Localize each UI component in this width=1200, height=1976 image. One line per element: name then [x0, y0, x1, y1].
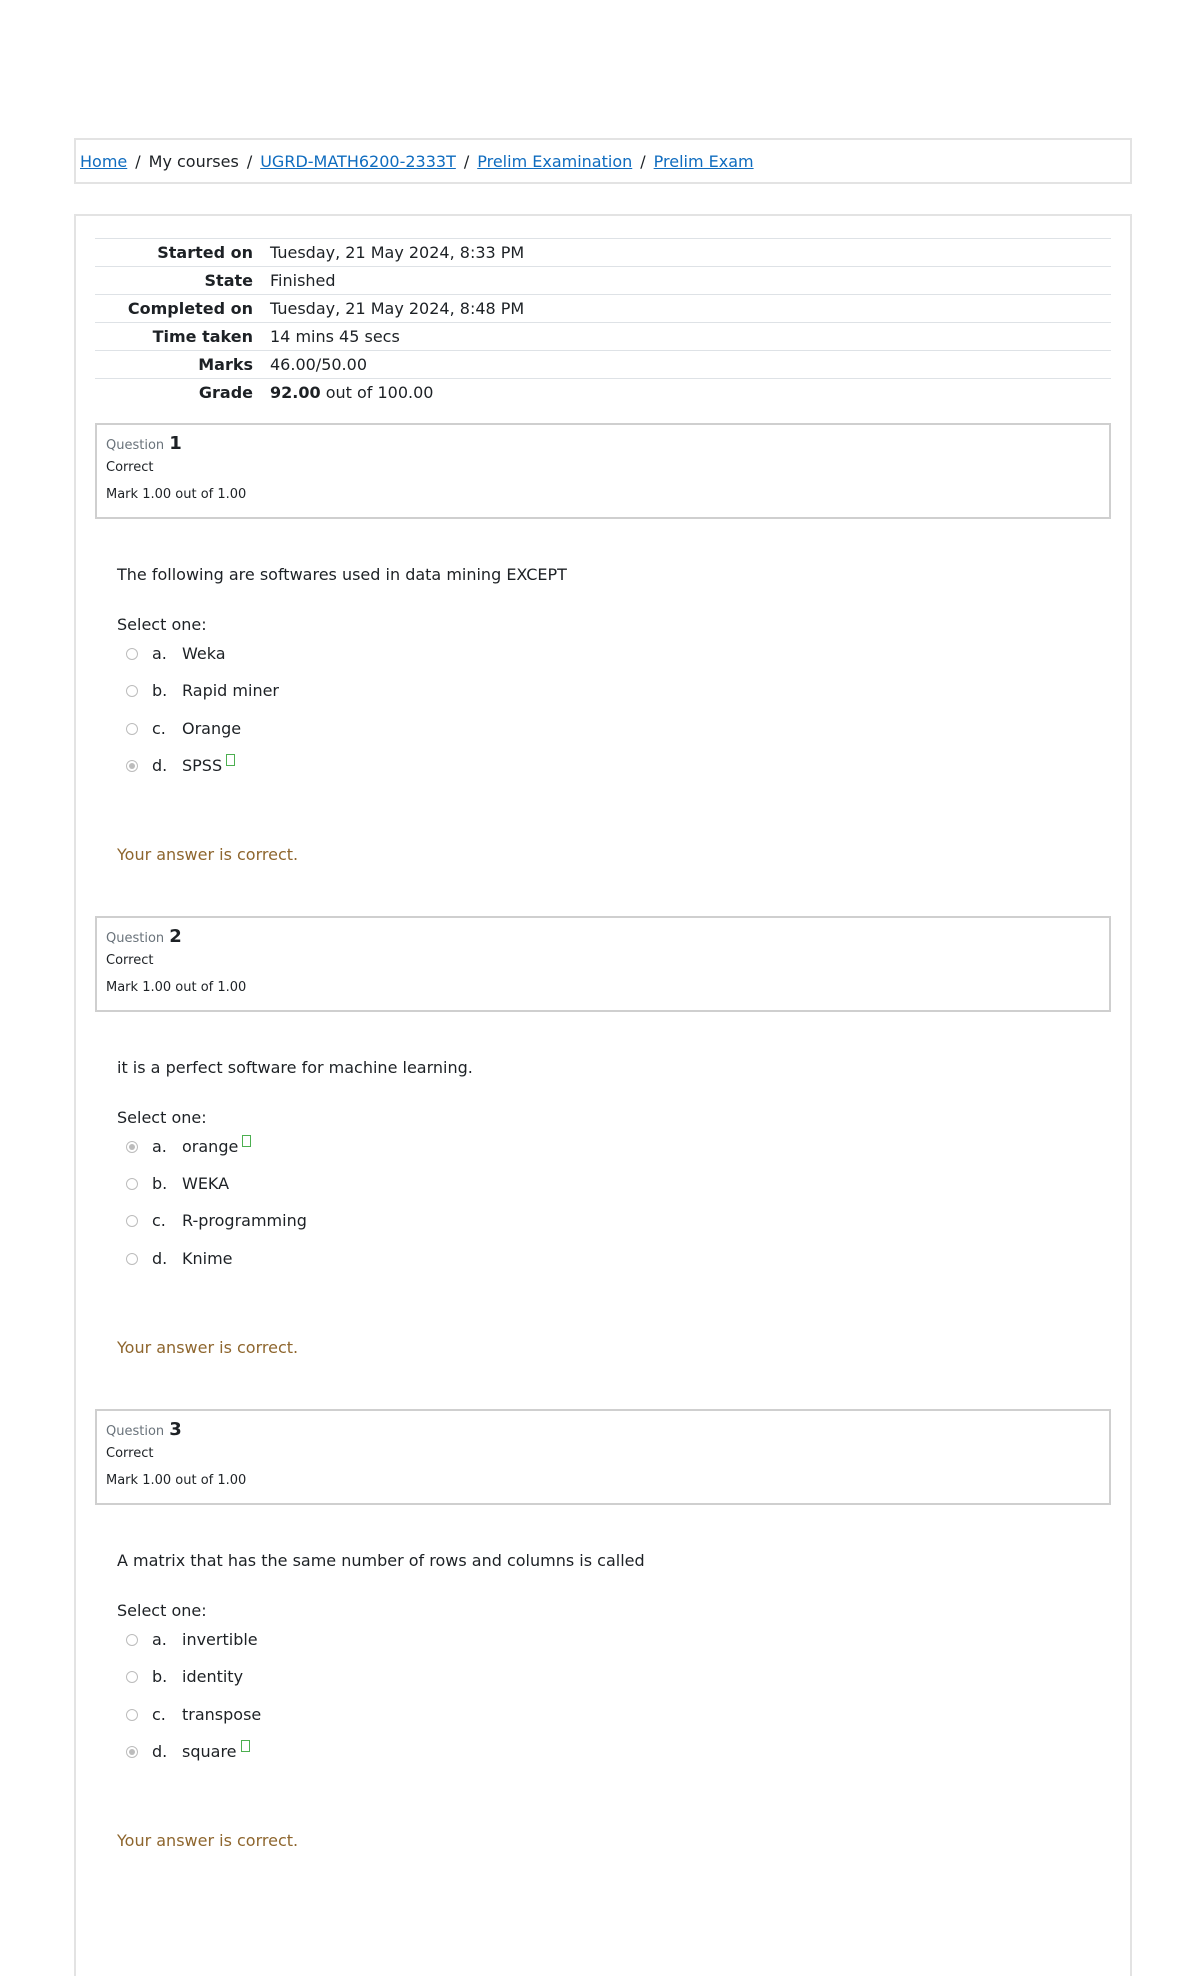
answer-option[interactable] [126, 1249, 233, 1268]
summary-row-grade [95, 379, 1111, 407]
breadcrumb-separator: / [640, 151, 646, 171]
option-letter: c. [152, 719, 166, 738]
correct-check-icon [242, 1135, 251, 1147]
question-info-box [95, 1409, 1111, 1505]
radio-button[interactable] [126, 723, 138, 735]
option-text: WEKA [182, 1174, 230, 1193]
answer-option[interactable] [126, 1174, 229, 1193]
breadcrumb-separator: / [246, 151, 253, 171]
radio-button[interactable] [126, 648, 138, 660]
answer-option-selected[interactable] [126, 1742, 250, 1761]
question-text: The following are softwares used in data mining EXCEPT [117, 565, 567, 584]
radio-button-checked[interactable] [126, 760, 138, 772]
answer-option[interactable] [126, 719, 241, 738]
question-number: 2 [169, 926, 182, 947]
question-mark: Mark 1.00 out of 1.00 [106, 487, 247, 502]
question-number: 1 [169, 433, 182, 454]
radio-button-checked[interactable] [126, 1141, 138, 1153]
breadcrumb-my-courses: My courses [148, 151, 239, 171]
summary-row-time-taken [95, 323, 1111, 351]
option-text: orange [182, 1137, 239, 1156]
answer-option-selected[interactable] [126, 756, 235, 775]
question-state: Correct [106, 953, 154, 968]
attempt-summary-table [95, 238, 1111, 407]
option-text: square [182, 1742, 237, 1761]
summary-value: Tuesday, 21 May 2024, 8:48 PM [270, 299, 525, 318]
option-letter: c. [152, 1705, 166, 1724]
option-letter: c. [152, 1211, 166, 1230]
option-letter: d. [152, 1249, 168, 1268]
summary-row-completed [95, 295, 1111, 323]
answer-option[interactable] [126, 1630, 258, 1649]
question-text: A matrix that has the same number of rows and columns is called [117, 1551, 645, 1570]
radio-button[interactable] [126, 685, 138, 697]
option-letter: d. [152, 756, 168, 775]
summary-row-started [95, 239, 1111, 267]
breadcrumb-separator: / [463, 151, 470, 171]
option-text: Knime [182, 1249, 233, 1268]
select-one-label: Select one: [117, 1108, 207, 1127]
answer-option-selected[interactable] [126, 1137, 251, 1156]
summary-label: Grade [198, 383, 253, 403]
question-mark: Mark 1.00 out of 1.00 [106, 1473, 247, 1488]
question-info-box [95, 423, 1111, 519]
radio-button[interactable] [126, 1634, 138, 1646]
answer-feedback: Your answer is correct. [117, 1831, 299, 1850]
correct-check-icon [226, 754, 235, 766]
summary-value: Tuesday, 21 May 2024, 8:33 PM [270, 243, 525, 262]
option-text: transpose [182, 1705, 262, 1724]
option-text: invertible [182, 1630, 258, 1649]
summary-value [270, 379, 1111, 407]
question-label: Question [106, 1424, 165, 1439]
option-text: SPSS [182, 756, 223, 775]
option-letter: a. [152, 1137, 167, 1156]
question-state: Correct [106, 460, 154, 475]
question-number: 3 [169, 1419, 182, 1440]
summary-value: 14 mins 45 secs [270, 327, 400, 346]
summary-label: Started on [157, 243, 253, 262]
answer-option[interactable] [126, 644, 226, 663]
radio-button-checked[interactable] [126, 1746, 138, 1758]
breadcrumb-home-link[interactable]: Home [80, 151, 128, 171]
answer-option[interactable] [126, 681, 279, 700]
option-text: identity [182, 1667, 244, 1686]
question-info-box [95, 916, 1111, 1012]
answer-option[interactable] [126, 1667, 243, 1686]
radio-button[interactable] [126, 1215, 138, 1227]
radio-button[interactable] [126, 1253, 138, 1265]
option-letter: b. [152, 1174, 168, 1193]
select-one-label: Select one: [117, 615, 207, 634]
summary-label: Marks [198, 355, 253, 374]
breadcrumb [74, 138, 1132, 184]
summary-label: Completed on [127, 299, 253, 318]
answer-option[interactable] [126, 1705, 261, 1724]
question-state: Correct [106, 1446, 154, 1461]
question-label: Question [106, 931, 165, 946]
option-text: Orange [182, 719, 242, 738]
option-letter: b. [152, 681, 168, 700]
select-one-label: Select one: [117, 1601, 207, 1620]
option-letter: a. [152, 1630, 167, 1649]
question-label: Question [106, 438, 165, 453]
option-letter: a. [152, 644, 167, 663]
grade-suffix: out of 100.00 [320, 383, 434, 403]
correct-check-icon [241, 1740, 250, 1752]
summary-row-state [95, 267, 1111, 295]
radio-button[interactable] [126, 1709, 138, 1721]
summary-value: Finished [270, 271, 336, 290]
answer-feedback: Your answer is correct. [117, 845, 299, 864]
option-text: R-programming [182, 1211, 307, 1230]
breadcrumb-separator: / [135, 151, 141, 171]
option-letter: b. [152, 1667, 168, 1686]
breadcrumb-course-link[interactable]: UGRD-MATH6200-2333T [260, 151, 456, 171]
option-text: Weka [182, 644, 226, 663]
answer-option[interactable] [126, 1211, 307, 1230]
option-text: Rapid miner [182, 681, 280, 700]
breadcrumb-section-link[interactable]: Prelim Examination [477, 151, 633, 171]
question-mark: Mark 1.00 out of 1.00 [106, 980, 247, 995]
radio-button[interactable] [126, 1178, 138, 1190]
answer-feedback: Your answer is correct. [117, 1338, 299, 1357]
grade-score: 92.00 [270, 383, 321, 403]
summary-row-marks [95, 351, 1111, 379]
radio-button[interactable] [126, 1671, 138, 1683]
summary-label: State [204, 271, 253, 290]
breadcrumb-activity-link[interactable]: Prelim Exam [653, 151, 754, 171]
summary-value: 46.00/50.00 [270, 355, 367, 374]
option-letter: d. [152, 1742, 168, 1761]
summary-label: Time taken [152, 327, 253, 346]
question-text: it is a perfect software for machine learning. [117, 1058, 473, 1077]
